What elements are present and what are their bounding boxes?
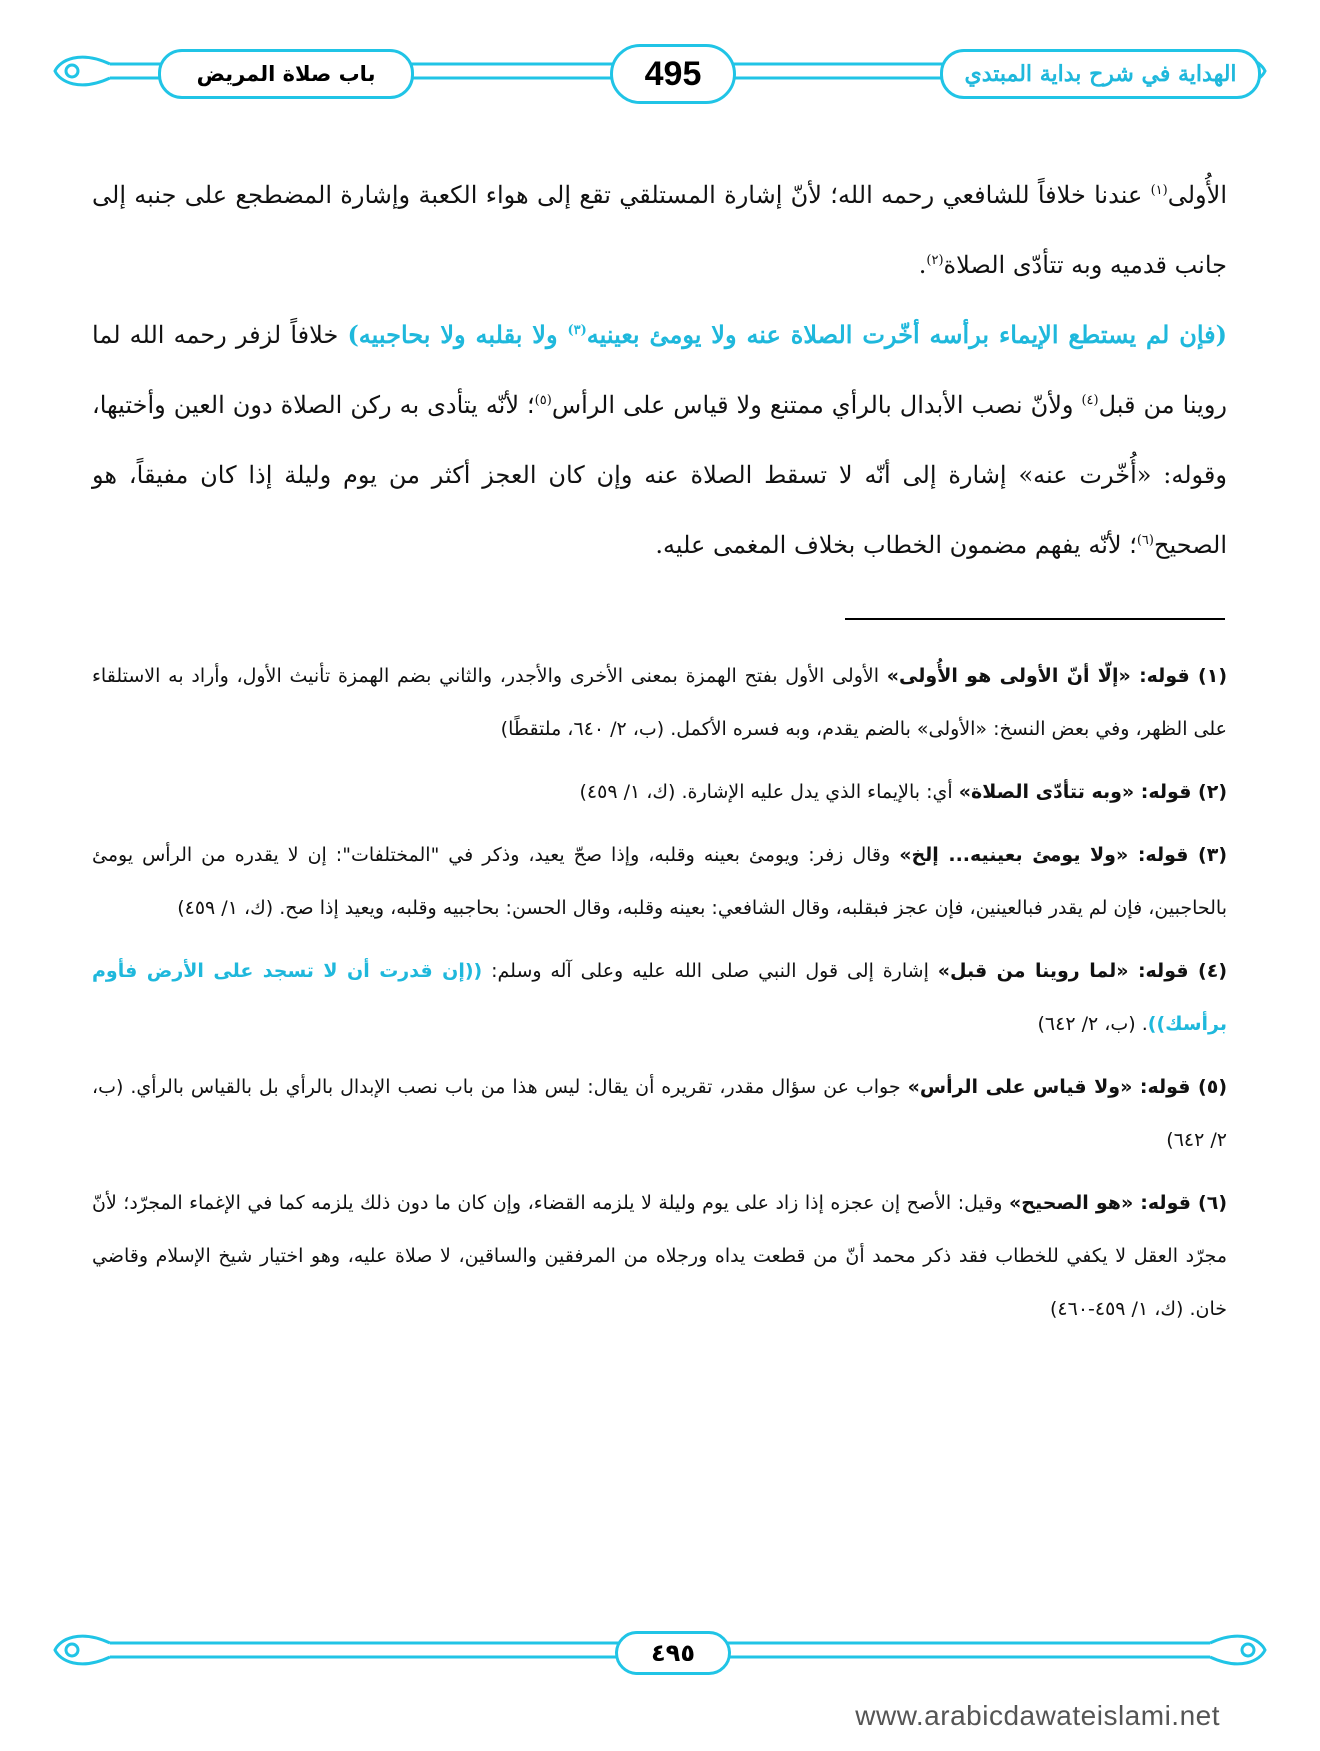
footnote-3 [92,829,1227,935]
main-text [92,160,1227,580]
page-number: 495 [610,44,736,104]
footnote-text: الأولى الأول بفتح الهمزة بمعنى الأخرى والأجدر، والثاني بضم الهمزة تأنيث الأول، وأراد به الاستلقاء على الظهر، وفي بعض النسخ: «الأولى» بالضم يقدم، وبه فسره الأكمل. (ب، ٢/ ٦٤٠، ملتقطًا) [92,665,1227,740]
footnote-ref: (٥) [534,393,552,408]
footnote-number: (٢) [1198,781,1227,803]
matn-text: ولا بقلبه ولا بحاجبيه) [347,320,568,349]
text-run: . [918,251,927,279]
footnote-ref: (٤) [1081,393,1099,408]
footnote-ref: (٣) [567,323,587,338]
footnote-lead: قوله: «إلّا أنّ الأولى هو الأُولى» [886,665,1199,687]
footnote-lead: قوله: «هو الصحيح» [1009,1192,1199,1214]
footnote-6 [92,1177,1227,1336]
footnote-tail: . (ب، ٢/ ٦٤٢) [1037,1013,1148,1035]
footnote-lead: قوله: «لما روينا من قبل» [937,960,1199,982]
page-header [40,40,1280,115]
footnote-text: أي: بالإيماء الذي يدل عليه الإشارة. (ك، ١/ ٤٥٩) [579,781,959,803]
footer-page-number: ٤٩٥ [615,1631,731,1675]
footnote-lead: قوله: «ولا يومئ بعينيه... إلخ» [899,844,1199,866]
footnote-text: وقيل: الأصح إن عجزه إذا زاد على يوم وليلة لا يلزمه القضاء، وإن كان ما دون ذلك يلزمه كما في الإغماء المجرّد؛ لأنّ مجرّد العقل لا يكفي للخطاب فقد ذكر محمد أنّ من قطعت يداه ورجلاه من المرفقين والساقين، لا صلاة عليه، وهو اختيار شيخ الإسلام وقاضي خان. (ك، ١/ ٤٥٩-٤٦٠) [92,1192,1227,1320]
text-run: الأُولى [1167,181,1227,209]
footnote-4 [92,945,1227,1051]
main-paragraph-2 [92,300,1227,580]
footnote-1 [92,650,1227,756]
footnote-number: (٣) [1198,844,1227,866]
footnote-number: (٥) [1198,1076,1227,1098]
footnote-ref: (٦) [1136,533,1154,548]
chapter-title: باب صلاة المريض [158,49,414,99]
footnotes [92,650,1227,1346]
footnote-ref: (٢) [926,253,944,268]
text-run: ولأنّ نصب الأبدال بالرأي ممتنع ولا قياس على الرأس [551,391,1082,419]
text-run: ؛ لأنّه يفهم مضمون الخطاب بخلاف المغمى عليه. [655,531,1137,559]
footnote-2 [92,766,1227,819]
text-run: عندنا خلافاً للشافعي رحمه الله؛ لأنّ إشارة المستلقي تقع إلى هواء الكعبة وإشارة المضطجع على جنبه إلى جانب قدميه وبه تتأدّى الصلاة [92,181,1227,279]
footnote-number: (٦) [1198,1192,1227,1214]
hadith-text: ((إن قدرت أن لا تسجد على الأرض فأوم برأسك)) [92,960,1227,1035]
footnote-lead: قوله: «وبه تتأدّى الصلاة» [958,781,1199,803]
page-footer [40,1625,1280,1685]
footnote-separator [845,618,1225,620]
footnote-number: (١) [1198,665,1227,687]
footnote-text: جواب عن سؤال مقدر، تقريره أن يقال: ليس هذا من باب نصب الإبدال بالرأي بل بالقياس بالرأي. (ب، ٢/ ٦٤٢) [92,1076,1227,1151]
website-url[interactable]: www.arabicdawateislami.net [855,1700,1220,1731]
footnote-number: (٤) [1198,960,1227,982]
footnote-lead: قوله: «ولا قياس على الرأس» [907,1076,1199,1098]
text-run: ؛ لأنّه يتأدى به ركن الصلاة دون العين وأختيها، وقوله: «أُخّرت عنه» إشارة إلى أنّه لا تسقط الصلاة عنه وإن كان العجز أكثر من يوم وليلة إذا كان مفيقاً، هو الصحيح [92,391,1227,559]
text-run: خلافاً لزفر رحمه الله لما روينا من قبل [92,321,1227,419]
matn-text: (فإن لم يستطع الإيماء برأسه أخّرت الصلاة عنه ولا يومئ بعينيه [586,320,1227,349]
book-title: الهداية في شرح بداية المبتدي [940,49,1261,99]
footnote-text: إشارة إلى قول النبي صلى الله عليه وعلى آله وسلم: [482,960,938,982]
footnote-text: وقال زفر: ويومئ بعينه وقلبه، وإذا صحّ يعيد، وذكر في "المختلفات": إن لا يقدره من الرأس يومئ بالحاجبين، فإن لم يقدر فبالعينين، فإن عجز فبقلبه، وقال الشافعي: بعينه وقلبه، وقال الحسن: بحاجبيه وقلبه، ويعيد إذا صح. (ك، ١/ ٤٥٩) [92,844,1227,919]
footnote-ref: (١) [1150,183,1168,198]
footnote-5 [92,1061,1227,1167]
main-paragraph-1 [92,160,1227,300]
